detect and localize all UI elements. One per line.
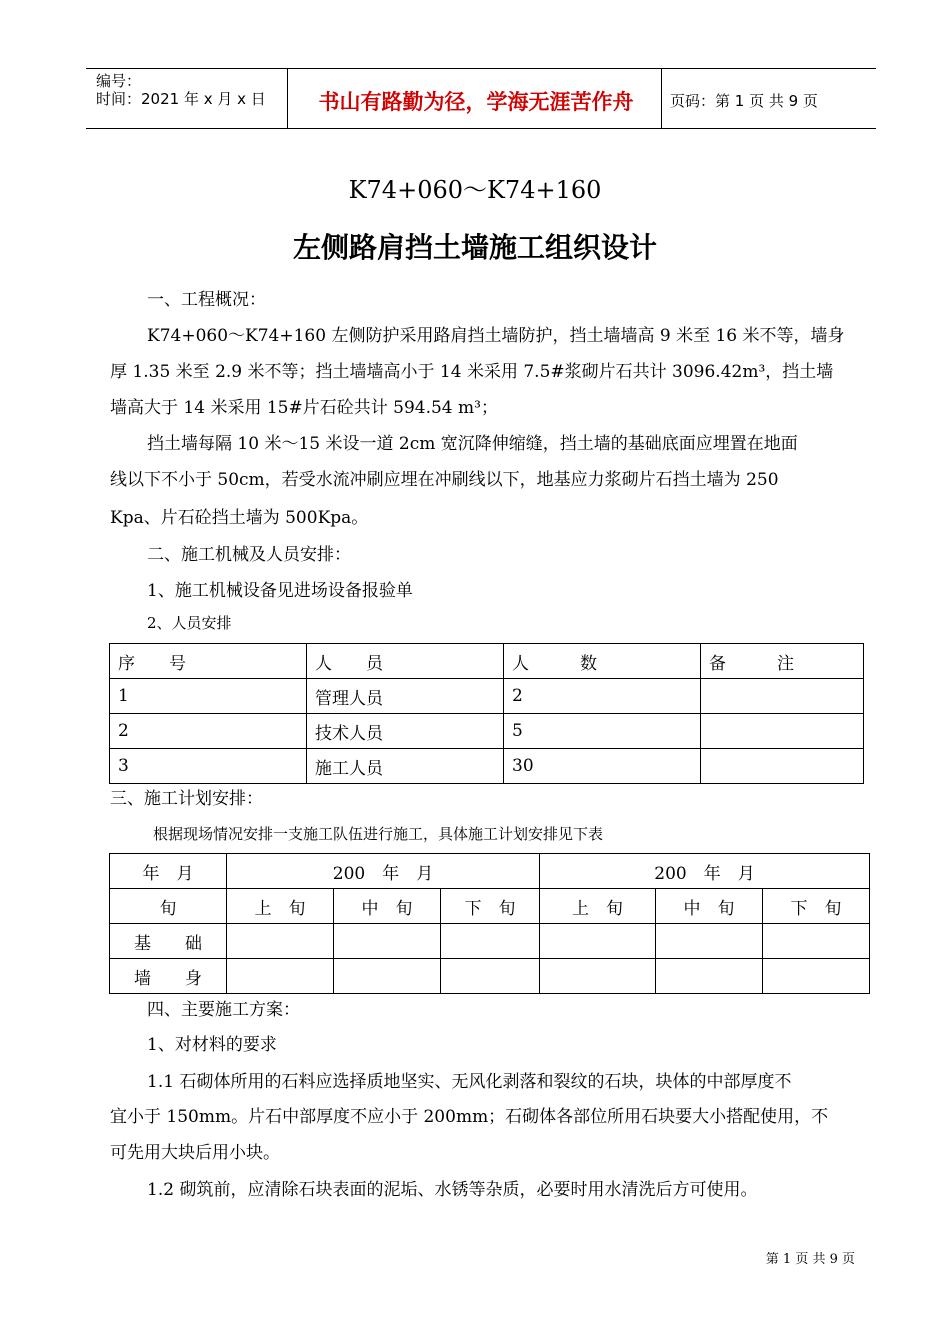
plan-cell xyxy=(441,959,540,994)
section1-heading: 一、工程概况： xyxy=(147,290,266,310)
section2-item1: 1、施工机械设备见进场设备报验单 xyxy=(147,581,413,601)
staff-table xyxy=(109,643,864,784)
staff-cell-role: 管理人员 xyxy=(307,679,504,714)
plan-cell xyxy=(441,924,540,959)
staff-cell-role: 施工人员 xyxy=(307,749,504,784)
section3-intro: 根据现场情况安排一支施工队伍进行施工，具体施工计划安排见下表 xyxy=(153,825,604,843)
section1-paragraph1-line1: K74+060～K74+160 左侧防护采用路肩挡土墙防护，挡土墙墙高 9 米至 16 米不等，墙身 xyxy=(147,326,845,346)
section2-heading: 二、施工机械及人员安排： xyxy=(147,545,351,565)
staff-cell-role: 技术人员 xyxy=(307,714,504,749)
plan-row-label: 墙 身 xyxy=(110,959,227,994)
header-page-info: 页码：第 1 页 共 9 页 xyxy=(670,92,818,110)
plan-cell xyxy=(656,924,763,959)
section1-paragraph2-line2: 线以下不小于 50cm，若受水流冲刷应埋在冲刷线以下，地基应力浆砌片石挡土墙为 250 xyxy=(110,470,779,490)
staff-cell-count: 30 xyxy=(504,749,701,784)
plan-period: 下 旬 xyxy=(441,889,540,924)
staff-table-header-row xyxy=(110,644,864,679)
staff-header-seq: 序 号 xyxy=(110,644,307,679)
plan-cell xyxy=(334,959,441,994)
section4-item1: 1、对材料的要求 xyxy=(147,1035,277,1055)
section1-paragraph2-line1: 挡土墙每隔 10 米～15 米设一道 2cm 宽沉降伸缩缝，挡土墙的基础底面应埋置在地面 xyxy=(147,434,798,454)
staff-header-role: 人 员 xyxy=(307,644,504,679)
section2-item2: 2、人员安排 xyxy=(147,614,232,632)
staff-cell-count: 2 xyxy=(504,679,701,714)
header-bottom-rule xyxy=(86,128,876,129)
plan-header-year-month: 年 月 xyxy=(110,854,227,889)
staff-cell-note xyxy=(701,749,864,784)
plan-row-label: 基 础 xyxy=(110,924,227,959)
plan-cell xyxy=(656,959,763,994)
section4-paragraph2: 1.2 砌筑前，应清除石块表面的泥垢、水锈等杂质，必要时用水清洗后方可使用。 xyxy=(147,1180,758,1200)
section4-paragraph1-line3: 可先用大块后用小块。 xyxy=(110,1143,280,1163)
page-footer: 第 1 页 共 9 页 xyxy=(765,1252,855,1267)
plan-period: 下 旬 xyxy=(763,889,870,924)
staff-cell-note xyxy=(701,714,864,749)
staff-cell-seq: 2 xyxy=(110,714,307,749)
table-row xyxy=(110,679,864,714)
staff-header-note: 备 注 xyxy=(701,644,864,679)
table-row xyxy=(110,714,864,749)
header-number-label: 编号： xyxy=(96,72,142,90)
table-row xyxy=(110,924,870,959)
section1-paragraph1-line3: 墙高大于 14 米采用 15#片石砼共计 594.54 m³； xyxy=(110,398,498,418)
plan-table-month-row xyxy=(110,854,870,889)
plan-table xyxy=(109,853,870,994)
section4-paragraph1-line1: 1.1 石砌体所用的石料应选择质地坚实、无风化剥落和裂纹的石块，块体的中部厚度不 xyxy=(147,1072,792,1092)
staff-cell-note xyxy=(701,679,864,714)
header-date-label: 时间：2021 年 x 月 x 日 xyxy=(96,90,266,108)
plan-header-month1: 200 年 月 xyxy=(227,854,540,889)
plan-header-period: 旬 xyxy=(110,889,227,924)
header-motto: 书山有路勤为径，学海无涯苦作舟 xyxy=(318,90,634,114)
plan-cell xyxy=(334,924,441,959)
plan-cell xyxy=(763,924,870,959)
section3-heading: 三、施工计划安排： xyxy=(110,789,263,809)
table-row xyxy=(110,749,864,784)
plan-cell xyxy=(540,924,656,959)
section1-paragraph1-line2: 厚 1.35 米至 2.9 米不等；挡土墙墙高小于 14 米采用 7.5#浆砌片石共计 3096.42m³，挡土墙 xyxy=(110,362,834,382)
plan-period: 中 旬 xyxy=(656,889,763,924)
section4-heading: 四、主要施工方案： xyxy=(147,1000,300,1020)
document-title-code: K74+060～K74+160 xyxy=(348,176,602,204)
staff-cell-seq: 1 xyxy=(110,679,307,714)
plan-header-month2: 200 年 月 xyxy=(540,854,870,889)
plan-cell xyxy=(763,959,870,994)
plan-period: 上 旬 xyxy=(540,889,656,924)
staff-cell-seq: 3 xyxy=(110,749,307,784)
plan-table-period-row xyxy=(110,889,870,924)
section1-paragraph2-line3: Kpa、片石砼挡土墙为 500Kpa。 xyxy=(110,508,369,528)
plan-cell xyxy=(540,959,656,994)
plan-cell xyxy=(227,959,334,994)
plan-period: 中 旬 xyxy=(334,889,441,924)
table-row xyxy=(110,959,870,994)
document-title: 左侧路肩挡土墙施工组织设计 xyxy=(292,231,657,264)
staff-cell-count: 5 xyxy=(504,714,701,749)
plan-period: 上 旬 xyxy=(227,889,334,924)
section4-paragraph1-line2: 宜小于 150mm。片石中部厚度不应小于 200mm；石砌体各部位所用石块要大小搭配使用，不 xyxy=(110,1107,829,1127)
plan-cell xyxy=(227,924,334,959)
header-top-rule xyxy=(86,68,876,69)
staff-header-count: 人 数 xyxy=(504,644,701,679)
header-divider-1 xyxy=(287,68,288,129)
